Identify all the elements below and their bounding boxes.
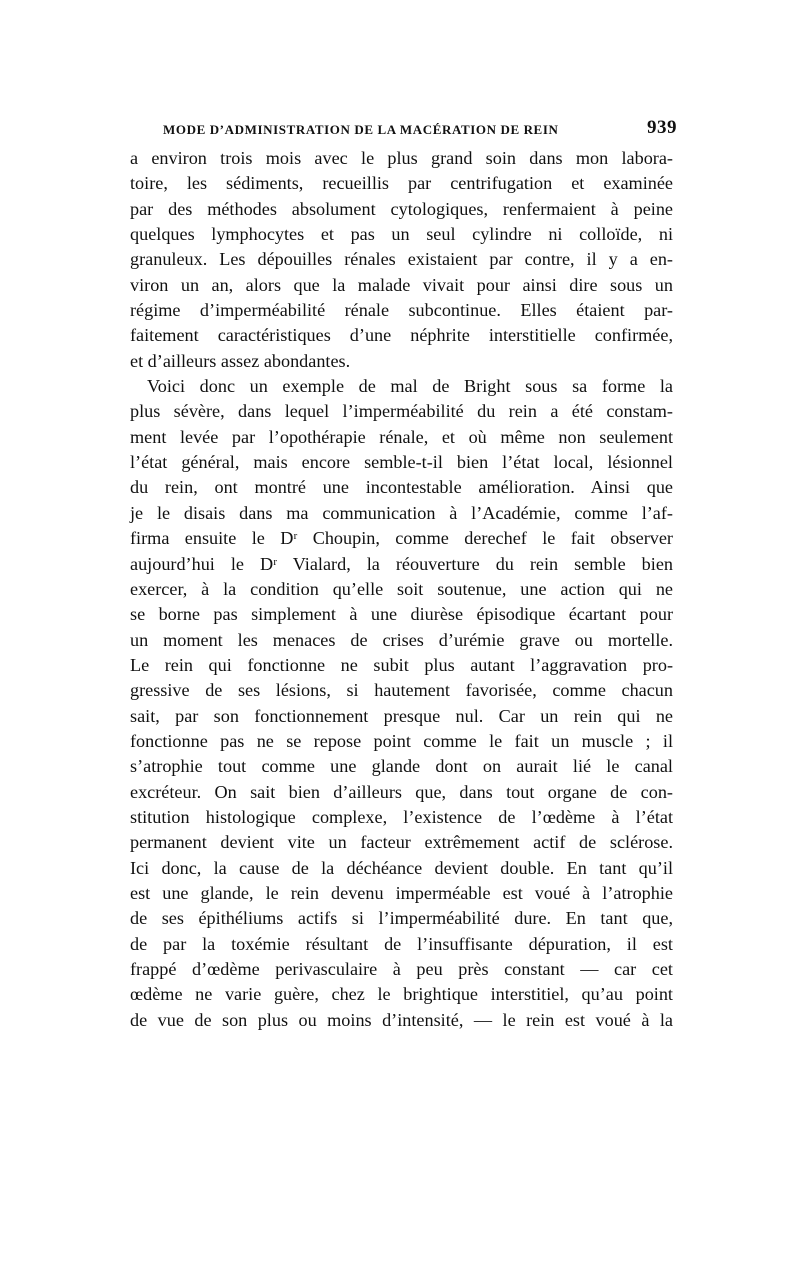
text-line: viron un an, alors que la malade vivait pour ainsi dire sous un [130, 274, 673, 295]
text-line: stitution histologique complexe, l’existence de l’œdème à l’état [130, 806, 673, 827]
paragraph-start-line: Voici donc un exemple de mal de Bright sous sa forme la [147, 376, 673, 397]
text-line: de ses épithéliums actifs si l’imperméabilité dure. En tant que, [130, 908, 673, 929]
text-line: de vue de son plus ou moins d’intensité, — le rein est voué à la [130, 1009, 673, 1030]
text-line: œdème ne varie guère, chez le brightique interstitiel, qu’au point [130, 984, 673, 1005]
text-line: par des méthodes absolument cytologiques, renfermaient à peine [130, 198, 673, 219]
text-line: et d’ailleurs assez abondantes. [130, 350, 351, 371]
text-line: quelques lymphocytes et pas un seul cylindre ni colloïde, ni [130, 224, 673, 245]
running-head [163, 117, 683, 139]
text-line: fonctionne pas ne se repose point comme le fait un muscle ; il [130, 730, 673, 751]
text-line: granuleux. Les dépouilles rénales existaient par contre, il y a en- [130, 249, 673, 270]
text-line: régime d’imperméabilité rénale subcontinue. Elles étaient par- [130, 300, 673, 321]
text-line: du rein, ont montré une incontestable amélioration. Ainsi que [130, 477, 673, 498]
text-line: je le disais dans ma communication à l’Académie, comme l’af- [130, 502, 673, 523]
text-line: s’atrophie tout comme une glande dont on aurait lié le canal [130, 756, 673, 777]
text-line: frappé d’œdème perivasculaire à peu près constant — car cet [130, 959, 673, 979]
text-line: l’état général, mais encore semble-t-il bien l’état local, lésionnel [130, 452, 673, 473]
text-line: un moment les menaces de crises d’urémie grave ou mortelle. [130, 629, 673, 650]
text-line: gressive de ses lésions, si hautement favorisée, comme chacun [130, 680, 673, 701]
text-line: se borne pas simplement à une diurèse épisodique écartant pour [130, 604, 673, 625]
text-line: Ici donc, la cause de la déchéance devient double. En tant qu’il [130, 857, 673, 878]
text-line: exercer, à la condition qu’elle soit soutenue, une action qui ne [130, 578, 673, 599]
text-line: faitement caractéristiques d’une néphrite interstitielle confirmée, [130, 325, 673, 346]
text-line: est une glande, le rein devenu imperméable est voué à l’atrophie [130, 882, 673, 903]
text-line: Le rein qui fonctionne ne subit plus autant l’aggravation pro- [130, 654, 673, 675]
body-text [130, 146, 673, 1033]
text-line: firma ensuite le Dʳ Choupin, comme derechef le fait observer [130, 528, 673, 549]
text-line: ment levée par l’opothérapie rénale, et où même non seulement [130, 426, 673, 447]
text-line: permanent devient vite un facteur extrêmement actif de sclérose. [130, 832, 673, 853]
text-line: a environ trois mois avec le plus grand soin dans mon labora- [130, 148, 673, 168]
text-line: plus sévère, dans lequel l’imperméabilité du rein a été constam- [130, 401, 673, 422]
text-line: aujourd’hui le Dʳ Vialard, la réouverture du rein semble bien [130, 553, 673, 574]
running-title: MODE D’ADMINISTRATION DE LA MACÉRATION DE REIN [163, 122, 559, 137]
text-line: sait, par son fonctionnement presque nul. Car un rein qui ne [130, 705, 673, 726]
text-line: excréteur. On sait bien d’ailleurs que, dans tout organe de con- [130, 781, 673, 802]
page-number: 939 [647, 117, 677, 138]
text-line: toire, les sédiments, recueillis par centrifugation et examinée [130, 173, 673, 194]
text-line: de par la toxémie résultant de l’insuffisante dépuration, il est [130, 933, 673, 954]
